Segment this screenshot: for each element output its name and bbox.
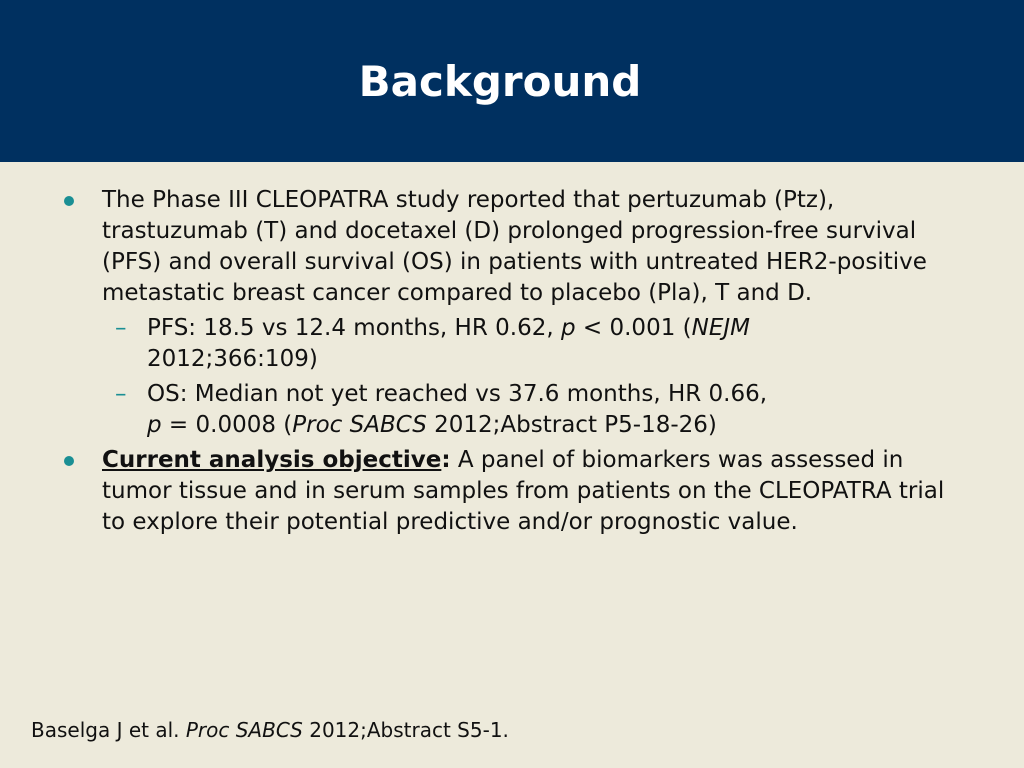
os-tail: 2012;Abstract P5-18-26) <box>426 412 717 438</box>
objective-colon: : <box>441 447 451 473</box>
os-p-symbol: p <box>147 412 162 438</box>
footer-citation <box>31 716 509 744</box>
os-mid: = 0.0008 ( <box>161 412 293 438</box>
dash-icon: – <box>115 315 127 341</box>
bullet-dot-icon <box>64 456 74 466</box>
footer-journal: Proc SABCS <box>185 718 303 742</box>
os-journal: Proc SABCS <box>292 412 427 438</box>
pfs-mid: < 0.001 ( <box>575 315 692 341</box>
bullet-dot-icon <box>64 196 74 206</box>
objective-text: A panel of biomarkers was assessed in tumor tissue and in serum samples from patients on the CLEOPATRA trial to explore their potential predictive and/or prognostic value. <box>102 447 945 535</box>
bullet-text: The Phase III CLEOPATRA study reported that pertuzumab (Ptz), trastuzumab (T) and docetaxel (D) prolonged progression-free survival (PFS) and overall survival (OS) in patients with untreated HER2-positive metastatic breast cancer compared to placebo (Pla), T and D. <box>102 187 927 306</box>
pfs-lead: PFS: 18.5 vs 12.4 months, HR 0.62, <box>147 315 561 341</box>
footer-authors: Baselga J et al. <box>31 718 186 742</box>
bullet-cleopatra-summary <box>102 185 952 309</box>
bullet-analysis-objective <box>102 445 952 538</box>
pfs-journal: NEJM <box>691 315 750 341</box>
pfs-tail: 2012;366:109) <box>147 346 318 372</box>
title-bar <box>0 0 1024 162</box>
pfs-p-symbol: p <box>560 315 576 341</box>
sub-bullet-pfs <box>115 313 937 375</box>
dash-icon: – <box>115 381 127 407</box>
footer-ref: 2012;Abstract S5-1. <box>302 718 509 742</box>
objective-label: Current analysis objective <box>102 447 442 473</box>
sub-bullet-os <box>115 379 937 441</box>
slide-title: Background <box>358 57 642 106</box>
os-lead: OS: Median not yet reached vs 37.6 months, HR 0.66, <box>147 381 768 407</box>
slide-body <box>0 185 1024 538</box>
